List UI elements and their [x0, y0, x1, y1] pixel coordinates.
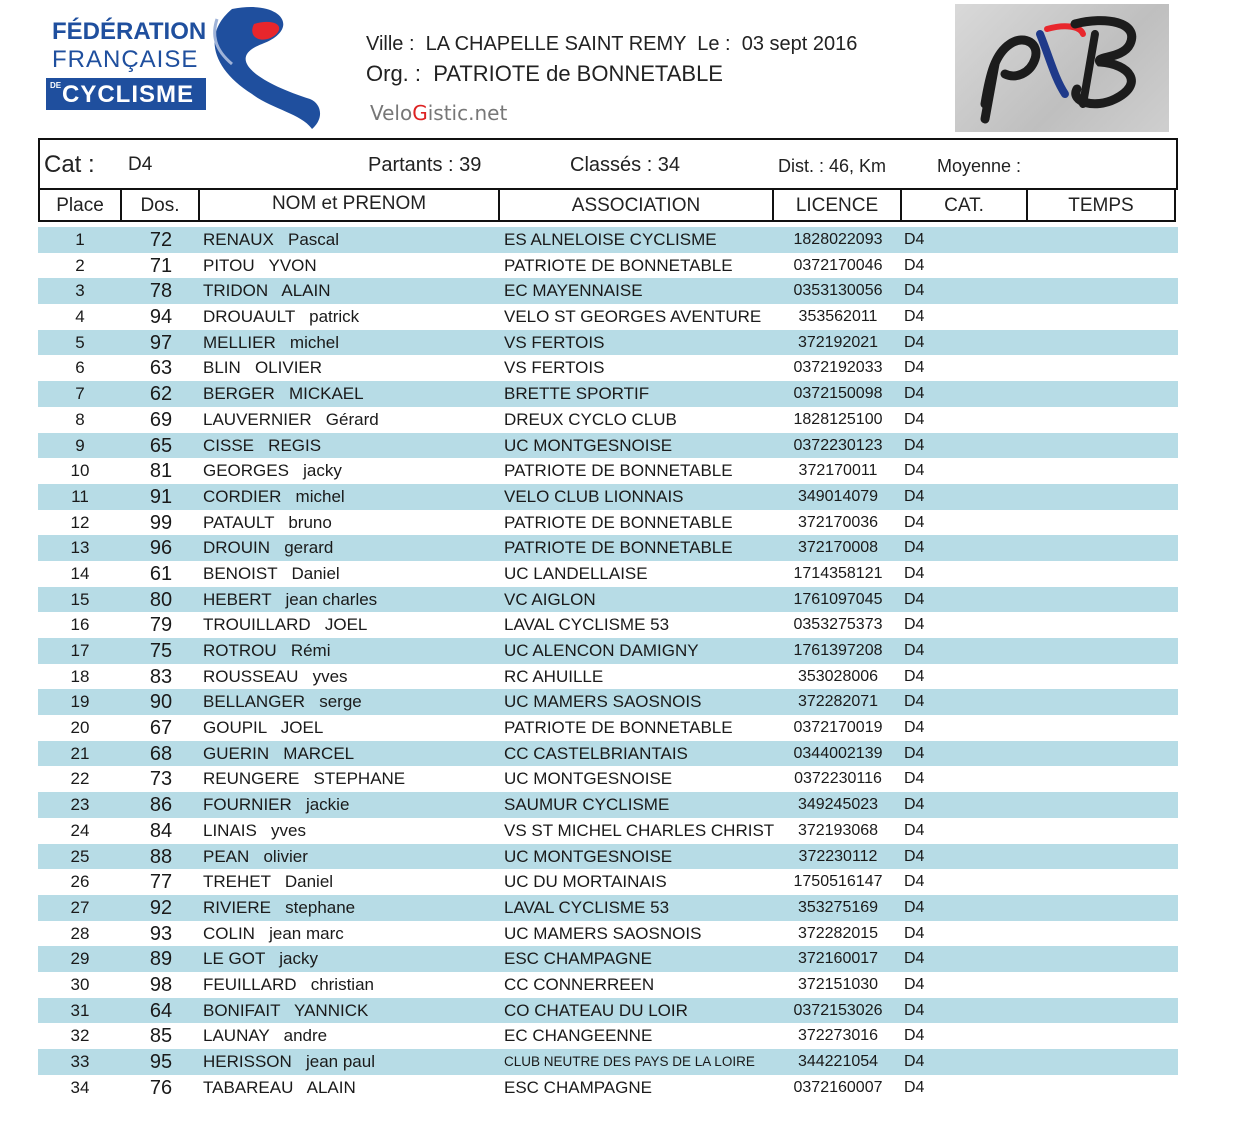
cell-place: 14 — [70, 563, 90, 583]
table-row — [38, 869, 1178, 895]
cell-place: 26 — [70, 872, 90, 892]
cell-name: TABAREAU ALAIN — [203, 1077, 356, 1097]
cell-name: GUERIN MARCEL — [203, 743, 355, 763]
cell-licence: 372282071 — [797, 693, 879, 711]
cell-licence: 372230112 — [798, 847, 878, 865]
cell-cat: D4 — [904, 590, 925, 608]
cell-dos: 79 — [149, 614, 173, 637]
cell-licence: 372170008 — [797, 539, 879, 557]
cell-association: UC DU MORTAINAIS — [504, 872, 667, 892]
cell-name: LAUNAY andre — [203, 1026, 328, 1046]
cell-name: BELLANGER serge — [203, 692, 362, 712]
cell-place: 33 — [70, 1052, 90, 1071]
cell-cat: D4 — [904, 436, 925, 454]
cell-cat: D4 — [904, 410, 925, 428]
cell-name: PEAN olivier — [203, 846, 308, 866]
cell-association: UC MONTGESNOISE — [504, 769, 673, 789]
cell-dos: 91 — [149, 485, 173, 508]
table-row — [38, 946, 1178, 972]
table-row — [38, 510, 1178, 536]
cell-name: COLIN jean marc — [203, 923, 344, 943]
cell-association: UC ALENCON DAMIGNY — [504, 641, 699, 660]
cell-dos: 99 — [149, 511, 173, 534]
cell-association: LAVAL CYCLISME 53 — [504, 615, 670, 635]
cell-dos: 81 — [149, 460, 173, 483]
col-header-cat: CAT. — [902, 188, 1028, 222]
cell-place: 21 — [70, 743, 90, 763]
cell-licence: 349014079 — [797, 487, 879, 505]
cell-dos: 85 — [149, 1025, 173, 1048]
cell-cat: D4 — [904, 385, 925, 403]
cell-cat: D4 — [904, 1001, 925, 1019]
table-row — [38, 587, 1178, 613]
cell-licence: 372192021 — [797, 333, 879, 351]
table-row — [38, 818, 1178, 844]
table-row — [38, 330, 1178, 356]
cell-name: LINAIS yves — [203, 820, 306, 840]
cell-cat: D4 — [904, 719, 925, 737]
cell-association: CLUB NEUTRE DES PAYS DE LA LOIRE — [504, 1054, 755, 1069]
cell-place: 3 — [75, 281, 85, 301]
cell-cat: D4 — [904, 898, 925, 916]
pb-logo-icon — [955, 4, 1169, 132]
cell-dos: 88 — [149, 845, 173, 868]
cell-place: 30 — [70, 974, 90, 994]
cell-licence: 1828022093 — [793, 231, 883, 248]
table-header — [38, 188, 1178, 224]
cell-place: 1 — [75, 230, 85, 249]
cell-dos: 73 — [149, 768, 173, 791]
cell-dos: 97 — [149, 331, 173, 354]
cell-name: GOUPIL JOEL — [203, 718, 324, 738]
cell-dos: 64 — [149, 999, 173, 1022]
cell-association: CO CHATEAU DU LOIR — [504, 1000, 688, 1020]
cell-name: DROUIN gerard — [203, 538, 334, 558]
cell-dos: 69 — [149, 408, 173, 431]
col-header-association: ASSOCIATION — [500, 188, 774, 222]
cell-name: PATAULT bruno — [203, 512, 332, 532]
cell-licence: 1761097045 — [793, 590, 883, 608]
cell-licence: 372170011 — [798, 462, 878, 480]
event-organizer: Org. : PATRIOTE de BONNETABLE — [366, 61, 723, 86]
cell-name: BLIN OLIVIER — [203, 358, 323, 378]
cell-place: 24 — [70, 820, 90, 840]
table-row — [38, 1023, 1178, 1049]
cell-association: DREUX CYCLO CLUB — [504, 409, 677, 429]
cell-place: 34 — [70, 1077, 90, 1097]
col-header-nom: NOM et PRENOM — [200, 188, 500, 222]
cell-name: HERISSON jean paul — [203, 1052, 375, 1071]
cell-licence: 1761397208 — [793, 642, 883, 659]
cell-place: 12 — [70, 512, 90, 532]
cell-dos: 95 — [149, 1051, 173, 1073]
cell-cat: D4 — [904, 1027, 925, 1045]
cell-name: BENOIST Daniel — [203, 563, 340, 583]
cell-licence: 0353130056 — [793, 282, 883, 300]
site-watermark: VeloGistic.net — [370, 101, 508, 125]
cell-name: ROUSSEAU yves — [203, 666, 348, 686]
cell-cat: D4 — [904, 513, 925, 531]
cell-licence: 0372170019 — [793, 719, 883, 737]
cell-name: FOURNIER jackie — [203, 795, 350, 815]
table-row — [38, 407, 1178, 433]
cell-cat: D4 — [904, 1078, 925, 1096]
cell-licence: 372282015 — [797, 924, 879, 942]
cell-cat: D4 — [904, 950, 925, 968]
cell-name: TROUILLARD JOEL — [203, 615, 368, 635]
cell-place: 28 — [70, 923, 90, 943]
table-row — [38, 998, 1178, 1024]
cell-association: EC MAYENNAISE — [504, 281, 643, 301]
table-row — [38, 921, 1178, 947]
cell-association: UC LANDELLAISE — [504, 563, 648, 583]
table-row — [38, 458, 1178, 484]
partants-count: Partants : 39 — [368, 154, 482, 176]
cell-name: CISSE REGIS — [203, 435, 322, 455]
cell-place: 19 — [70, 692, 90, 712]
cell-licence: 353028006 — [797, 667, 879, 685]
cat-label: Cat : — [44, 151, 95, 178]
cell-cat: D4 — [904, 924, 925, 942]
cell-licence: 1714358121 — [793, 564, 883, 582]
cell-licence: 1828125100 — [793, 410, 883, 428]
cell-cat: D4 — [904, 282, 925, 300]
cell-cat: D4 — [904, 975, 925, 993]
cell-place: 25 — [70, 846, 90, 866]
cell-licence: 1750516147 — [793, 873, 883, 891]
cell-place: 2 — [75, 255, 85, 275]
cell-licence: 353275169 — [797, 898, 879, 916]
cell-licence: 0344002139 — [793, 744, 883, 762]
cell-place: 18 — [70, 666, 90, 686]
cell-licence: 372273016 — [797, 1027, 879, 1045]
cell-association: ESC CHAMPAGNE — [504, 949, 652, 969]
cell-association: SAUMUR CYCLISME — [504, 795, 670, 815]
table-row — [38, 792, 1178, 818]
table-row — [38, 535, 1178, 561]
cell-dos: 62 — [149, 383, 173, 406]
cell-cat: D4 — [904, 770, 925, 788]
table-row — [38, 741, 1178, 767]
cell-licence: 372160017 — [797, 950, 879, 968]
cell-association: VC AIGLON — [504, 589, 596, 609]
cell-name: CORDIER michel — [203, 486, 345, 506]
cell-association: UC MAMERS SAOSNOIS — [504, 692, 702, 712]
cell-dos: 96 — [149, 537, 173, 560]
cell-cat: D4 — [904, 667, 925, 685]
cell-association: BRETTE SPORTIF — [504, 384, 650, 404]
cell-licence: 372193068 — [797, 821, 879, 839]
cell-name: MELLIER michel — [203, 332, 340, 352]
table-row — [38, 612, 1178, 638]
event-location-date: Ville : LA CHAPELLE SAINT REMY Le : 03 sept 2016 — [366, 33, 858, 55]
cell-name: GEORGES jacky — [203, 461, 342, 481]
cell-name: RENAUX Pascal — [203, 230, 340, 249]
cell-cat: D4 — [904, 744, 925, 762]
cell-dos: 61 — [149, 562, 173, 585]
cell-place: 7 — [75, 384, 85, 404]
cell-licence: 0372170046 — [793, 256, 883, 274]
cell-licence: 372170036 — [797, 513, 879, 531]
cell-cat: D4 — [904, 642, 925, 659]
organizer-logo — [955, 4, 1169, 132]
cell-place: 29 — [70, 949, 90, 969]
table-row — [38, 766, 1178, 792]
cell-dos: 65 — [149, 434, 173, 457]
cell-dos: 63 — [149, 357, 173, 380]
cell-licence: 0372230116 — [794, 770, 882, 788]
cell-dos: 89 — [149, 948, 173, 971]
cell-licence: 0372160007 — [793, 1078, 883, 1096]
cell-cat: D4 — [904, 796, 925, 814]
cell-dos: 90 — [149, 691, 173, 714]
cell-name: LE GOT jacky — [203, 949, 318, 969]
cell-cat: D4 — [904, 333, 925, 351]
ffc-logo — [42, 4, 332, 132]
cell-dos: 77 — [149, 871, 173, 894]
cell-association: PATRIOTE DE BONNETABLE — [504, 538, 733, 558]
cell-dos: 92 — [149, 896, 173, 919]
cell-dos: 84 — [149, 819, 173, 842]
cell-name: DROUAULT patrick — [203, 307, 360, 327]
cell-dos: 76 — [149, 1076, 173, 1099]
cell-name: ROTROU Rémi — [203, 641, 331, 660]
col-header-temps: TEMPS — [1028, 188, 1176, 222]
cell-association: PATRIOTE DE BONNETABLE — [504, 718, 733, 738]
cell-association: ES ALNELOISE CYCLISME — [504, 230, 717, 249]
cell-licence: 349245023 — [797, 796, 879, 814]
cell-name: TRIDON ALAIN — [203, 281, 331, 301]
table-row — [38, 715, 1178, 741]
table-row — [38, 895, 1178, 921]
cell-association: VELO ST GEORGES AVENTURE — [504, 307, 762, 327]
cell-association: PATRIOTE DE BONNETABLE — [504, 512, 733, 532]
cell-cat: D4 — [904, 359, 925, 377]
cell-place: 9 — [75, 435, 85, 455]
cell-dos: 94 — [149, 306, 173, 329]
table-row — [38, 972, 1178, 998]
cell-dos: 68 — [149, 742, 173, 765]
cell-cat: D4 — [904, 821, 925, 839]
cell-place: 22 — [70, 769, 90, 789]
cell-name: PITOU YVON — [203, 255, 317, 275]
average-speed: Moyenne : — [937, 156, 1022, 176]
cell-cat: D4 — [904, 616, 925, 634]
cell-place: 8 — [75, 409, 85, 429]
cell-licence: 0372150098 — [793, 385, 883, 403]
ffc-logo-line3: CYCLISME — [62, 81, 195, 108]
cell-association: VS FERTOIS — [504, 332, 605, 352]
cell-place: 20 — [70, 718, 90, 738]
table-row — [38, 278, 1178, 304]
table-row — [38, 381, 1178, 407]
cell-dos: 67 — [149, 717, 173, 740]
cell-association: UC MONTGESNOISE — [504, 435, 673, 455]
cell-association: VS ST MICHEL CHARLES CHRIST — [504, 820, 775, 840]
cell-dos: 71 — [149, 254, 173, 277]
ffc-logo-de: DE — [50, 81, 62, 90]
cell-name: REUNGERE STEPHANE — [203, 769, 406, 789]
ffc-swoosh-icon — [192, 4, 332, 132]
table-row — [38, 561, 1178, 587]
cell-cat: D4 — [904, 256, 925, 274]
cell-cat: D4 — [904, 462, 925, 480]
cell-association: CC CONNERREEN — [504, 974, 655, 994]
cell-place: 32 — [70, 1026, 90, 1046]
cell-association: UC MONTGESNOISE — [504, 846, 673, 866]
table-row — [38, 844, 1178, 870]
table-row — [38, 433, 1178, 459]
cell-name: FEUILLARD christian — [203, 974, 374, 994]
cell-name: RIVIERE stephane — [203, 897, 356, 917]
cell-cat: D4 — [904, 693, 925, 711]
table-row — [38, 664, 1178, 690]
cat-value: D4 — [128, 154, 153, 175]
cell-place: 4 — [75, 307, 85, 327]
cell-cat: D4 — [904, 487, 925, 505]
classes-count: Classés : 34 — [570, 154, 681, 176]
col-header-place: Place — [38, 188, 122, 222]
cell-cat: D4 — [904, 308, 925, 326]
cell-cat: D4 — [904, 231, 925, 248]
table-row — [38, 227, 1178, 253]
cell-place: 11 — [71, 486, 89, 506]
cell-place: 31 — [70, 1000, 90, 1020]
cell-association: UC MAMERS SAOSNOIS — [504, 923, 702, 943]
cell-association: PATRIOTE DE BONNETABLE — [504, 255, 733, 275]
cell-dos: 72 — [149, 229, 173, 251]
cell-association: PATRIOTE DE BONNETABLE — [504, 461, 733, 481]
results-table — [38, 227, 1178, 1100]
cell-cat: D4 — [904, 873, 925, 891]
table-row — [38, 1049, 1178, 1075]
cell-cat: D4 — [904, 564, 925, 582]
cell-licence: 0353275373 — [793, 616, 883, 634]
table-row — [38, 638, 1178, 664]
distance: Dist. : 46, Km — [778, 156, 887, 176]
cell-dos: 86 — [149, 794, 173, 817]
cell-dos: 80 — [149, 588, 173, 611]
table-row — [38, 304, 1178, 330]
col-header-licence: LICENCE — [774, 188, 902, 222]
cell-name: LAUVERNIER Gérard — [203, 409, 379, 429]
cell-place: 23 — [70, 795, 90, 815]
race-info-box — [38, 138, 1178, 190]
cell-place: 16 — [70, 615, 90, 635]
cell-cat: D4 — [904, 1053, 925, 1070]
table-row — [38, 689, 1178, 715]
cell-place: 5 — [75, 332, 85, 352]
cell-name: BONIFAIT YANNICK — [203, 1000, 369, 1020]
cell-name: BERGER MICKAEL — [203, 384, 364, 404]
cell-place: 6 — [75, 358, 85, 378]
cell-dos: 78 — [149, 280, 173, 303]
cell-place: 10 — [70, 461, 90, 481]
cell-cat: D4 — [904, 847, 925, 865]
cell-association: CC CASTELBRIANTAIS — [504, 743, 688, 763]
cell-association: LAVAL CYCLISME 53 — [504, 897, 670, 917]
ffc-logo-line1: FÉDÉRATION — [52, 18, 207, 45]
cell-place: 15 — [70, 589, 90, 609]
cell-association: ESC CHAMPAGNE — [504, 1077, 652, 1097]
cell-dos: 98 — [149, 973, 173, 996]
cell-place: 13 — [70, 538, 90, 558]
cell-licence: 0372192033 — [793, 359, 883, 377]
cell-dos: 83 — [149, 665, 173, 688]
cell-name: HEBERT jean charles — [203, 589, 378, 609]
cell-licence: 344221054 — [797, 1053, 879, 1070]
table-row — [38, 1075, 1178, 1101]
cell-association: VS FERTOIS — [504, 358, 605, 378]
col-header-dos: Dos. — [122, 188, 200, 222]
cell-licence: 353562011 — [798, 308, 878, 326]
cell-licence: 372151030 — [797, 975, 879, 993]
cell-association: EC CHANGEENNE — [504, 1026, 653, 1046]
cell-association: RC AHUILLE — [504, 666, 604, 686]
cell-licence: 0372230123 — [793, 436, 883, 454]
cell-cat: D4 — [904, 539, 925, 557]
cell-place: 27 — [70, 897, 90, 917]
table-row — [38, 355, 1178, 381]
cell-licence: 0372153026 — [793, 1001, 883, 1019]
table-row — [38, 253, 1178, 279]
cell-name: TREHET Daniel — [203, 872, 334, 892]
cell-association: VELO CLUB LIONNAIS — [504, 486, 684, 506]
cell-dos: 93 — [149, 922, 173, 945]
cell-dos: 75 — [149, 640, 173, 662]
ffc-logo-line2: FRANÇAISE — [52, 46, 199, 73]
table-row — [38, 484, 1178, 510]
cell-place: 17 — [70, 641, 90, 660]
